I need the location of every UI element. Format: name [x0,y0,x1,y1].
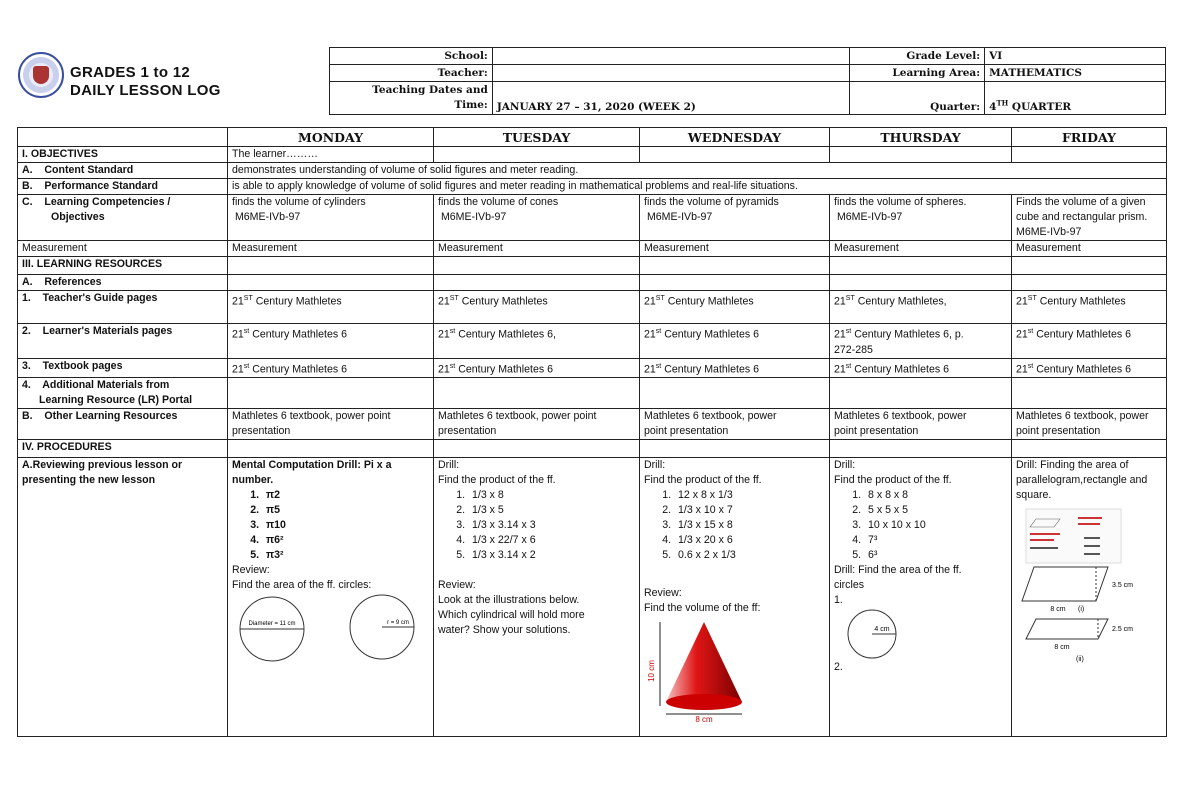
tb-thursday: 21st Century Mathletes 6 [830,358,1012,378]
tg-friday: 21ST Century Mathletes [1012,291,1167,324]
cone-figure [644,616,764,724]
content-friday: Measurement [1012,241,1167,257]
lm-monday: 21st Century Mathletes 6 [228,324,434,359]
cone-height-label: 10 cm [647,660,656,682]
content-thursday: Measurement [830,241,1012,257]
procedures-row [18,440,1167,458]
header-info-table [329,47,1166,115]
tb-tuesday: 21st Century Mathletes 6 [434,358,640,378]
lm-friday: 21st Century Mathletes 6 [1012,324,1167,359]
content-wednesday: Measurement [640,241,830,257]
circle2-label: r = 9 cm [387,620,409,627]
olr-thursday: Mathletes 6 textbook, power point presentation [830,409,1012,440]
pi-drill-list: 1. π2 2. π5 3. π10 4. π6² 5. π3² [232,488,429,563]
friday-worksheet-thumbnail [1016,503,1156,565]
thursday-drill-list: 1. 8 x 8 x 8 2. 5 x 5 x 5 3. 10 x 10 x 10 4. 7³ 5. 6³ [834,488,1007,563]
teacher-label: Teacher: [330,65,493,82]
quarter-label: Quarter: [850,82,985,115]
learners-materials-label: 2. Learner's Materials pages [18,324,228,359]
fig1-tag: (i) [1078,606,1085,614]
document-title: GRADES 1 to 12 DAILY LESSON LOG [70,64,221,99]
teachers-guide-row [18,291,1167,324]
review-thursday: Drill: Find the product of the ff. 1. 8 x 8 x 8 2. 5 x 5 x 5 3. 10 x 10 x 10 4. 7³ 5. 6³ Drill: Find the area of the ff. circles 1. 4 cm 2. [830,458,1012,737]
tg-tuesday: 21ST Century Mathletes [434,291,640,324]
teachers-guide-label: 1. Teacher's Guide pages [18,291,228,324]
textbook-label: 3. Textbook pages [18,358,228,378]
deped-seal-logo [18,52,64,98]
content-standard-row [18,163,1167,179]
competencies-label: C. Learning Competencies / Objectives [18,195,228,241]
review-tuesday: Drill: Find the product of the ff. 1. 1/3 x 8 2. 1/3 x 5 3. 1/3 x 3.14 x 3 4. 1/3 x 22/7 x 6 5. 1/3 x 3.14 x 2 Review: Look at the illustrations below. Which cylindrical will hold more water? Show your solutions. [434,458,640,737]
fig2-height-label: 2.5 cm [1112,626,1134,634]
tg-monday: 21ST Century Mathletes [228,291,434,324]
days-header-row [18,128,1167,147]
review-monday: Mental Computation Drill: Pi x a number. 1. π2 2. π5 3. π10 4. π6² 5. π3² Review: Find the area of the ff. circles: Diameter = 11 cm r = 9 cm [228,458,434,737]
lm-wednesday: 21st Century Mathletes 6 [640,324,830,359]
circles-figure [232,593,428,663]
tb-monday: 21st Century Mathletes 6 [228,358,434,378]
tg-wednesday: 21ST Century Mathletes [640,291,830,324]
day-tuesday: TUESDAY [434,128,640,147]
review-wednesday: Drill: Find the product of the ff. 1. 12 x 8 x 1/3 2. 1/3 x 10 x 7 3. 1/3 x 15 x 8 4. 1/3 x 20 x 6 5. 0.6 x 2 x 1/3 Review: Find the volume of the ff: 10 cm 8 cm [640,458,830,737]
content-monday: Measurement [228,241,434,257]
wednesday-drill-list: 1. 12 x 8 x 1/3 2. 1/3 x 10 x 7 3. 1/3 x 15 x 8 4. 1/3 x 20 x 6 5. 0.6 x 2 x 1/3 [644,488,825,563]
competency-thursday: finds the volume of spheres. M6ME-IVb-97 [830,195,1012,241]
tg-thursday: 21ST Century Mathletes, [830,291,1012,324]
performance-standard-text: is able to apply knowledge of volume of solid figures and meter reading in mathematical problems and real-life situations. [228,179,1167,195]
learners-materials-row [18,324,1167,359]
grade-label: Grade Level: [850,48,985,65]
teacher-value [492,65,849,82]
content-row [18,241,1167,257]
olr-monday: Mathletes 6 textbook, power point presentation [228,409,434,440]
other-resources-label: B. Other Learning Resources [18,409,228,440]
parallelogram-figures [1016,565,1156,665]
olr-wednesday: Mathletes 6 textbook, power point presentation [640,409,830,440]
day-friday: FRIDAY [1012,128,1167,147]
competencies-row [18,195,1167,241]
procedures-label: IV. PROCEDURES [18,440,228,458]
review-friday: Drill: Finding the area of parallelogram,rectangle and square. 3.5 cm 8 cm (i) 2.5 cm 8 cm (ii) [1012,458,1167,737]
performance-standard-row [18,179,1167,195]
resources-label: III. LEARNING RESOURCES [18,257,228,275]
references-row [18,275,1167,291]
area-value: MATHEMATICS [985,65,1166,82]
other-resources-row [18,409,1167,440]
competency-tuesday: finds the volume of cones M6ME-IVb-97 [434,195,640,241]
tb-friday: 21st Century Mathletes 6 [1012,358,1167,378]
tuesday-drill-list: 1. 1/3 x 8 2. 1/3 x 5 3. 1/3 x 3.14 x 3 4. 1/3 x 22/7 x 6 5. 1/3 x 3.14 x 2 [438,488,635,563]
day-thursday: THURSDAY [830,128,1012,147]
content-standard-label: A. Content Standard [18,163,228,179]
day-monday: MONDAY [228,128,434,147]
fig1-height-label: 3.5 cm [1112,582,1134,590]
references-label: A. References [18,275,228,291]
performance-standard-label: B. Performance Standard [18,179,228,195]
lesson-log-table [17,127,1167,737]
thursday-circle-figure [834,608,914,660]
competency-monday: finds the volume of cylinders M6ME-IVb-97 [228,195,434,241]
lm-tuesday: 21st Century Mathletes 6, [434,324,640,359]
objectives-monday: The learner……… [228,147,434,163]
content-tuesday: Measurement [434,241,640,257]
circle1-label: Diameter = 11 cm [248,621,296,628]
tb-wednesday: 21st Century Mathletes 6 [640,358,830,378]
competency-wednesday: finds the volume of pyramids M6ME-IVb-97 [640,195,830,241]
fig1-base-label: 8 cm [1050,606,1066,614]
thursday-circle-label: 4 cm [874,626,890,634]
additional-materials-row [18,378,1167,409]
dates-value: JANUARY 27 – 31, 2020 (WEEK 2) [492,82,849,115]
grade-value: VI [985,48,1166,65]
quarter-value: 4TH QUARTER [985,82,1166,115]
day-wednesday: WEDNESDAY [640,128,830,147]
objectives-row [18,147,1167,163]
olr-friday: Mathletes 6 textbook, power point presentation [1012,409,1167,440]
dates-label: Teaching Dates and Time: [330,82,493,115]
fig2-base-label: 8 cm [1054,644,1070,652]
resources-row [18,257,1167,275]
school-label: School: [330,48,493,65]
competency-friday: Finds the volume of a given cube and rectangular prism. M6ME-IVb-97 [1012,195,1167,241]
content-standard-text: demonstrates understanding of volume of solid figures and meter reading. [228,163,1167,179]
olr-tuesday: Mathletes 6 textbook, power point presentation [434,409,640,440]
area-label: Learning Area: [850,65,985,82]
textbook-row [18,358,1167,378]
content-label: Measurement [18,241,228,257]
cone-base-label: 8 cm [695,715,713,725]
review-label: A.Reviewing previous lesson or presenting the new lesson [18,458,228,737]
review-row [18,458,1167,737]
school-value [492,48,849,65]
additional-materials-label: 4. Additional Materials from Learning Resource (LR) Portal [18,378,228,409]
lm-thursday: 21st Century Mathletes 6, p. 272-285 [830,324,1012,359]
objectives-label: I. OBJECTIVES [18,147,228,163]
fig2-tag: (ii) [1076,656,1084,664]
